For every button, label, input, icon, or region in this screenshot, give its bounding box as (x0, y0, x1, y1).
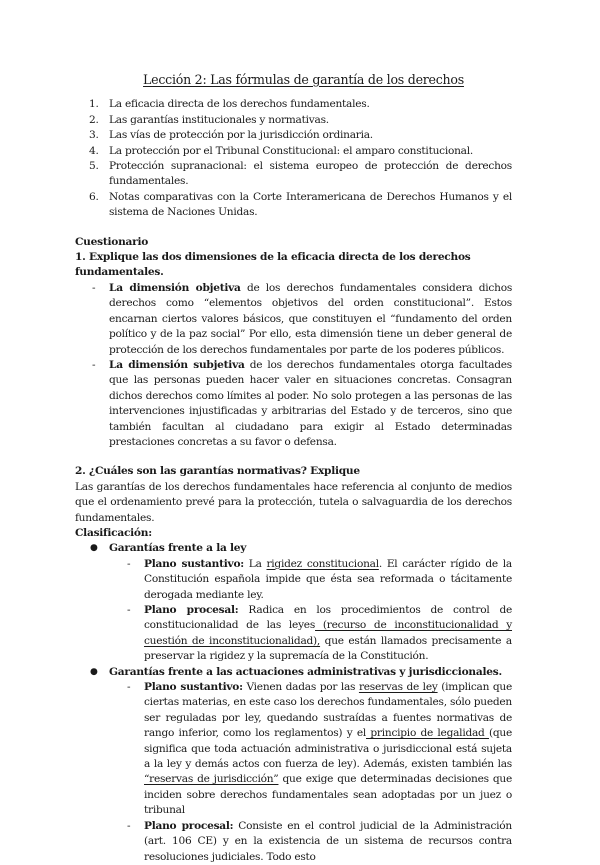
dash-marker: - (127, 604, 131, 616)
topic-number: 2. (89, 113, 99, 126)
q2-intro: Las garantías de los derechos fundamentales hace referencia al conjunto de medios que el ordenamiento prevé para la protección, tutela o salvaguardia de los derechos fundamentales. (75, 480, 512, 524)
guarantee-group (75, 665, 512, 865)
topic-item (75, 128, 512, 143)
guarantee-groups (75, 541, 512, 865)
term-bold: La dimensión subjetiva (109, 358, 245, 371)
topic-item (75, 190, 512, 221)
underlined-term: (recurso de inconstitucionalidad y cuestión de inconstitucionalidad), (144, 619, 513, 647)
group-items (109, 557, 512, 665)
answer-text: de los derechos fundamentales considera dichos derechos como “elementos objetivos del orden constitucional”. Estos encarnan ciertos valores básicos, que constituyen el “fundamento del orden político y de la paz social” Por ello, esta dimensión tiene un deber general de protección de los derechos fundamentales por parte de los poderes públicos. (109, 281, 513, 356)
clasificacion-heading: Clasificación: (75, 526, 152, 539)
term-bold: Plano sustantivo: (144, 681, 243, 694)
group-item (109, 603, 512, 665)
item-text: (que significa que toda actuación administrativa o jurisdiccional está sujeta a la ley y demás actos con fuerza de ley). Además, existen también las (144, 727, 512, 771)
question-1: 1. Explique las dos dimensiones de la eficacia directa de los derechos fundamentales. (75, 251, 471, 279)
item-text: . El carácter rígido de la Constitución española impide que ésta sea reformada o tácitamente derogada mediante ley. (144, 557, 513, 601)
topic-item (75, 159, 512, 190)
topic-text: La protección por el Tribunal Constitucional: el amparo constitucional. (109, 144, 473, 157)
term-bold: Plano sustantivo: (144, 557, 244, 570)
topic-list (75, 97, 512, 220)
topic-item (75, 97, 512, 112)
item-text: Radica en los procedimientos de control de constitucionalidad de las leyes (144, 604, 512, 632)
underlined-term: rigidez constitucional (266, 557, 379, 570)
term-bold: Plano procesal: (144, 819, 234, 832)
underlined-term: reservas de ley (358, 681, 438, 694)
item-text: Vienen dadas por las (242, 681, 359, 694)
cuestionario-heading: Cuestionario (75, 235, 149, 248)
item-text: que están llamados precisamente a preservar la rigidez y la supremacía de la Constitución. (144, 634, 512, 663)
q1-answer-list (75, 281, 512, 450)
item-text: La (243, 557, 267, 570)
bullet-icon: ● (90, 543, 98, 554)
term-bold: La dimensión objetiva (109, 281, 241, 294)
topic-text: Notas comparativas con la Corte Interamericana de Derechos Humanos y el sistema de Naciones Unidas. (109, 190, 512, 219)
topic-text: Las vías de protección por la jurisdicción ordinaria. (109, 129, 373, 142)
item-text: que exige que determinadas decisiones que inciden sobre derechos fundamentales sean adoptadas por un juez o tribunal (144, 773, 512, 817)
group-item (109, 819, 512, 865)
item-text: (implican que ciertas materias, en este caso los derechos fundamentales, sólo pueden ser reguladas por ley, quedando sustraídas a fuentes normativas de rango inferior, como los reglamentos) y el (144, 681, 512, 740)
q1-answer-item (75, 281, 512, 358)
dash-marker: - (127, 681, 131, 694)
topic-number: 3. (89, 129, 99, 142)
page-title: Lección 2: Las fórmulas de garantía de los derechos (143, 72, 464, 87)
group-item (109, 680, 512, 819)
group-label: Garantías frente a la ley (109, 542, 247, 555)
topic-number: 1. (89, 98, 99, 111)
group-item (109, 557, 512, 603)
dash-marker: - (92, 281, 96, 294)
topic-number: 4. (89, 144, 99, 157)
dash-marker: - (92, 358, 96, 371)
topic-text: Las garantías institucionales y normativas. (109, 113, 329, 126)
underlined-term: “reservas de jurisdicción” (144, 773, 279, 786)
topic-item (75, 144, 512, 159)
underlined-term: principio de legalidad (366, 727, 489, 740)
dash-marker: - (127, 819, 131, 832)
topic-number: 5. (89, 160, 99, 173)
topic-text: La eficacia directa de los derechos fundamentales. (109, 98, 370, 111)
item-text: Consiste en el control judicial de la Administración (art. 106 CE) y en la existencia de un sistema de recursos contra resoluciones judiciales. Todo esto (144, 819, 512, 863)
q1-answer-item (75, 358, 512, 450)
term-bold: Plano procesal: (144, 604, 239, 616)
bullet-icon: ● (90, 666, 98, 677)
guarantee-group (75, 541, 512, 664)
topic-text: Protección supranacional: el sistema europeo de protección de derechos fundamentales. (109, 160, 512, 188)
topic-item (75, 113, 512, 128)
question-2: 2. ¿Cuáles son las garantías normativas? Explique (75, 465, 360, 478)
group-label: Garantías frente a las actuaciones administrativas y jurisdiccionales. (109, 665, 502, 678)
answer-text: de los derechos fundamentales otorga facultades que las personas pueden hacer valer en situaciones concretas. Consagran dichos derechos como límites al poder. No solo protegen a las personas de las intervenciones injustificadas y arbitrarias del Estado y de terceros, sino que también facultan al ciudadano para exigir al Estado determinadas prestaciones concretas a su favor o defensa. (109, 358, 512, 448)
dash-marker: - (127, 557, 131, 570)
topic-number: 6. (89, 190, 99, 203)
group-items (109, 680, 512, 865)
